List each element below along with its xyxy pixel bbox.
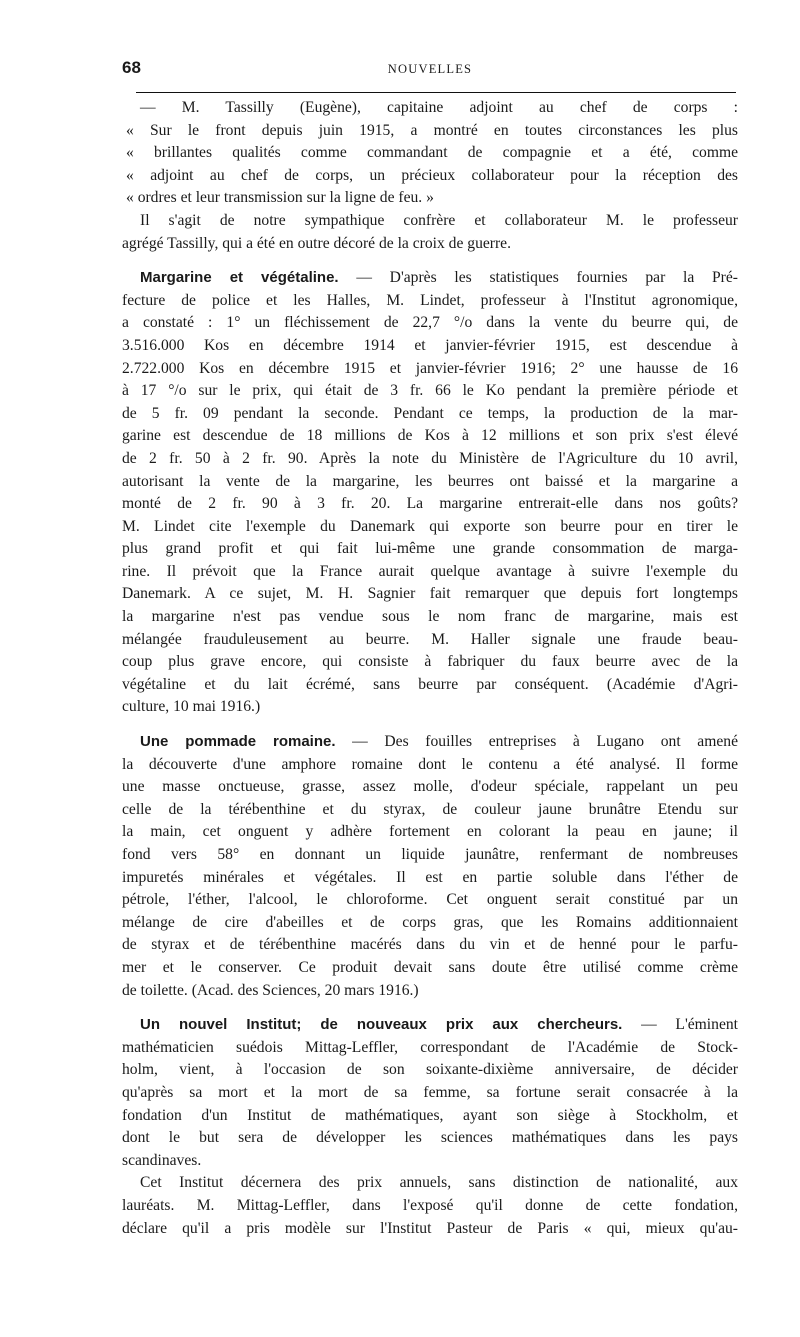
line-text: rine. Il prévoit que la France aurait quelque avantage à suivre l'exemple du <box>122 562 738 580</box>
page-header <box>122 58 738 82</box>
line-text: 3.516.000 Kos en décembre 1914 et janvier-février 1915, est descendue à <box>122 336 738 354</box>
line-text: plus grand profit et qui fait lui-même une grande consommation de marga- <box>122 540 738 558</box>
text-line <box>122 606 738 629</box>
line-text: — M. Tassilly (Eugène), capitaine adjoint au chef de corps : <box>140 99 738 116</box>
text-line <box>122 448 738 471</box>
line-text: mathématicien suédois Mittag-Leffler, correspondant de l'Académie de Stock- <box>122 1038 738 1056</box>
line-text: la margarine n'est pas vendue sous le nom franc de margarine, mais est <box>122 608 738 626</box>
line-text: agrégé Tassilly, qui a été en outre décoré de la croix de guerre. <box>122 234 512 252</box>
text-line <box>122 731 738 754</box>
text-line <box>122 1218 738 1241</box>
text-line <box>122 142 738 165</box>
line-text: à 17 °/o sur le prix, qui était de 3 fr. 66 le Ko pendant la première période et <box>122 382 738 400</box>
text-line <box>122 233 738 256</box>
line-text: mélangée frauduleusement au beurre. M. Haller signale une fraude beau- <box>122 630 738 648</box>
line-text: dont le but sera de développer les sciences mathématiques dans les pays <box>122 1129 738 1147</box>
text-line <box>122 290 738 313</box>
line-text: — L'éminent <box>622 1016 738 1034</box>
text-line <box>122 629 738 652</box>
text-line <box>122 776 738 799</box>
text-line <box>122 912 738 935</box>
text-line <box>122 120 738 143</box>
text-line <box>122 561 738 584</box>
text-line <box>122 583 738 606</box>
line-text: — D'après les statistiques fournies par la Pré- <box>338 269 738 287</box>
paragraph-gap <box>122 255 738 267</box>
text-line <box>122 934 738 957</box>
line-text: de styrax et de térébenthine macérés dans du vin et de henné pour le parfu- <box>122 936 738 954</box>
line-text: mer et le conserver. Ce produit devait sans doute être utilisé comme crème <box>122 958 738 976</box>
paragraph-gap <box>122 1002 738 1014</box>
line-text: — Des fouilles entreprises à Lugano ont amené <box>335 733 738 751</box>
line-text: fond vers 58° en donnant un liquide jaunâtre, renfermant de nombreuses <box>122 846 738 863</box>
text-line <box>122 1105 738 1128</box>
text-line <box>122 538 738 561</box>
text-line <box>122 471 738 494</box>
section-heading: Margarine et végétaline. <box>140 269 339 287</box>
line-text: Cet Institut décernera des prix annuels, sans distinction de nationalité, aux <box>140 1174 738 1192</box>
text-line <box>122 358 738 381</box>
line-text: 2.722.000 Kos en décembre 1915 et janvier-février 1916; 2° une hausse de 16 <box>122 359 738 377</box>
line-text: déclare qu'il a pris modèle sur l'Institut Pasteur de Paris « qui, mieux qu'au- <box>122 1219 738 1237</box>
line-text: de 2 fr. 50 à 2 fr. 90. Après la note du Ministère de l'Agriculture du 10 avril, <box>122 449 738 467</box>
line-text: impuretés minérales et végétales. Il est en partie soluble dans l'éther de <box>122 868 738 886</box>
text-line <box>122 335 738 358</box>
page-number: 68 <box>122 58 141 77</box>
text-line <box>122 696 738 719</box>
text-line <box>122 425 738 448</box>
article-body <box>122 97 738 1240</box>
line-text: scandinaves. <box>122 1151 202 1169</box>
line-text: fondation d'un Institut de mathématiques, ayant son siège à Stockholm, et <box>122 1106 738 1124</box>
header-rule <box>136 92 736 93</box>
running-title: NOUVELLES <box>387 62 473 76</box>
line-text: « adjoint au chef de corps, un précieux collaborateur pour la réception des <box>126 166 738 184</box>
text-line <box>122 821 738 844</box>
text-line <box>122 1172 738 1195</box>
text-line <box>122 97 738 120</box>
text-line <box>122 1150 738 1173</box>
line-text: pétrole, l'éther, l'alcool, le chloroforme. Cet onguent serait constitué par un <box>122 891 738 909</box>
line-text: lauréats. M. Mittag-Leffler, dans l'exposé qu'il donne de cette fondation, <box>122 1196 738 1214</box>
text-line <box>122 957 738 980</box>
line-text: garine est descendue de 18 millions de Kos à 12 millions et son prix s'est élevé <box>122 427 738 445</box>
section-heading: Une pommade romaine. <box>140 733 336 751</box>
text-line <box>122 403 738 426</box>
text-line <box>122 312 738 335</box>
text-line <box>122 380 738 403</box>
line-text: « Sur le front depuis juin 1915, a montré en toutes circonstances les plus <box>126 121 738 139</box>
text-line <box>122 889 738 912</box>
line-text: qu'après sa mort et la mort de sa femme, sa fortune serait consacrée à la <box>122 1083 738 1101</box>
text-line <box>122 210 738 233</box>
text-line <box>122 844 738 867</box>
line-text: celle de la térébenthine et du styrax, de couleur jaune brunâtre Etendu sur <box>122 800 738 818</box>
text-line <box>122 267 738 290</box>
line-text: M. Lindet cite l'exemple du Danemark qui exporte son beurre pour en tirer le <box>122 517 738 535</box>
line-text: autorisant la vente de la margarine, les beurres ont baissé et la margarine a <box>122 472 738 490</box>
text-line <box>122 754 738 777</box>
line-text: culture, 10 mai 1916.) <box>122 698 261 716</box>
text-line <box>122 980 738 1003</box>
line-text: la découverte d'une amphore romaine dont le contenu a été analysé. Il forme <box>122 755 738 773</box>
paragraph-gap <box>122 719 738 731</box>
line-text: mélange de cire d'abeilles et de corps gras, que les Romains additionnaient <box>122 913 738 931</box>
section-heading: Un nouvel Institut; de nouveaux prix aux chercheurs. <box>140 1016 623 1034</box>
text-line <box>122 1014 738 1037</box>
text-line <box>122 799 738 822</box>
text-line <box>122 674 738 697</box>
line-text: une masse onctueuse, grasse, assez molle, d'odeur spéciale, rappelant un peu <box>122 778 738 796</box>
line-text: coup plus grave encore, qui consiste à fabriquer du faux beurre avec de la <box>122 653 738 671</box>
line-text: holm, vient, à l'occasion de son soixante-dixième anniversaire, de décider <box>122 1061 738 1079</box>
line-text: végétaline et du lait écrémé, sans beurre par conséquent. (Académie d'Agri- <box>122 675 738 693</box>
line-text: fecture de police et les Halles, M. Lindet, professeur à l'Institut agronomique, <box>122 291 738 309</box>
line-text: monté de 2 fr. 90 à 3 fr. 20. La margarine entrerait-elle dans nos goûts? <box>122 495 738 513</box>
text-line <box>122 1059 738 1082</box>
line-text: de 5 fr. 09 pendant la seconde. Pendant ce temps, la production de la mar- <box>122 404 738 422</box>
line-text: Il s'agit de notre sympathique confrère et collaborateur M. le professeur <box>140 211 738 229</box>
text-line <box>122 651 738 674</box>
text-line <box>122 187 738 210</box>
text-line <box>122 493 738 516</box>
line-text: la main, cet onguent y adhère fortement en colorant la peau en jaune; il <box>122 823 738 841</box>
text-line <box>122 1195 738 1218</box>
text-line <box>122 867 738 890</box>
text-line <box>122 1127 738 1150</box>
line-text: « brillantes qualités comme commandant de compagnie et a été, comme <box>126 144 738 162</box>
text-line <box>122 1082 738 1105</box>
text-line <box>122 1037 738 1060</box>
text-line <box>122 516 738 539</box>
line-text: « ordres et leur transmission sur la ligne de feu. » <box>126 189 434 207</box>
line-text: a constaté : 1° un fléchissement de 22,7 °/o dans la vente du beurre qui, de <box>122 314 738 332</box>
line-text: Danemark. A ce sujet, M. H. Sagnier fait remarquer que depuis fort longtemps <box>122 585 738 603</box>
text-line <box>122 165 738 188</box>
line-text: de toilette. (Acad. des Sciences, 20 mars 1916.) <box>122 981 419 999</box>
